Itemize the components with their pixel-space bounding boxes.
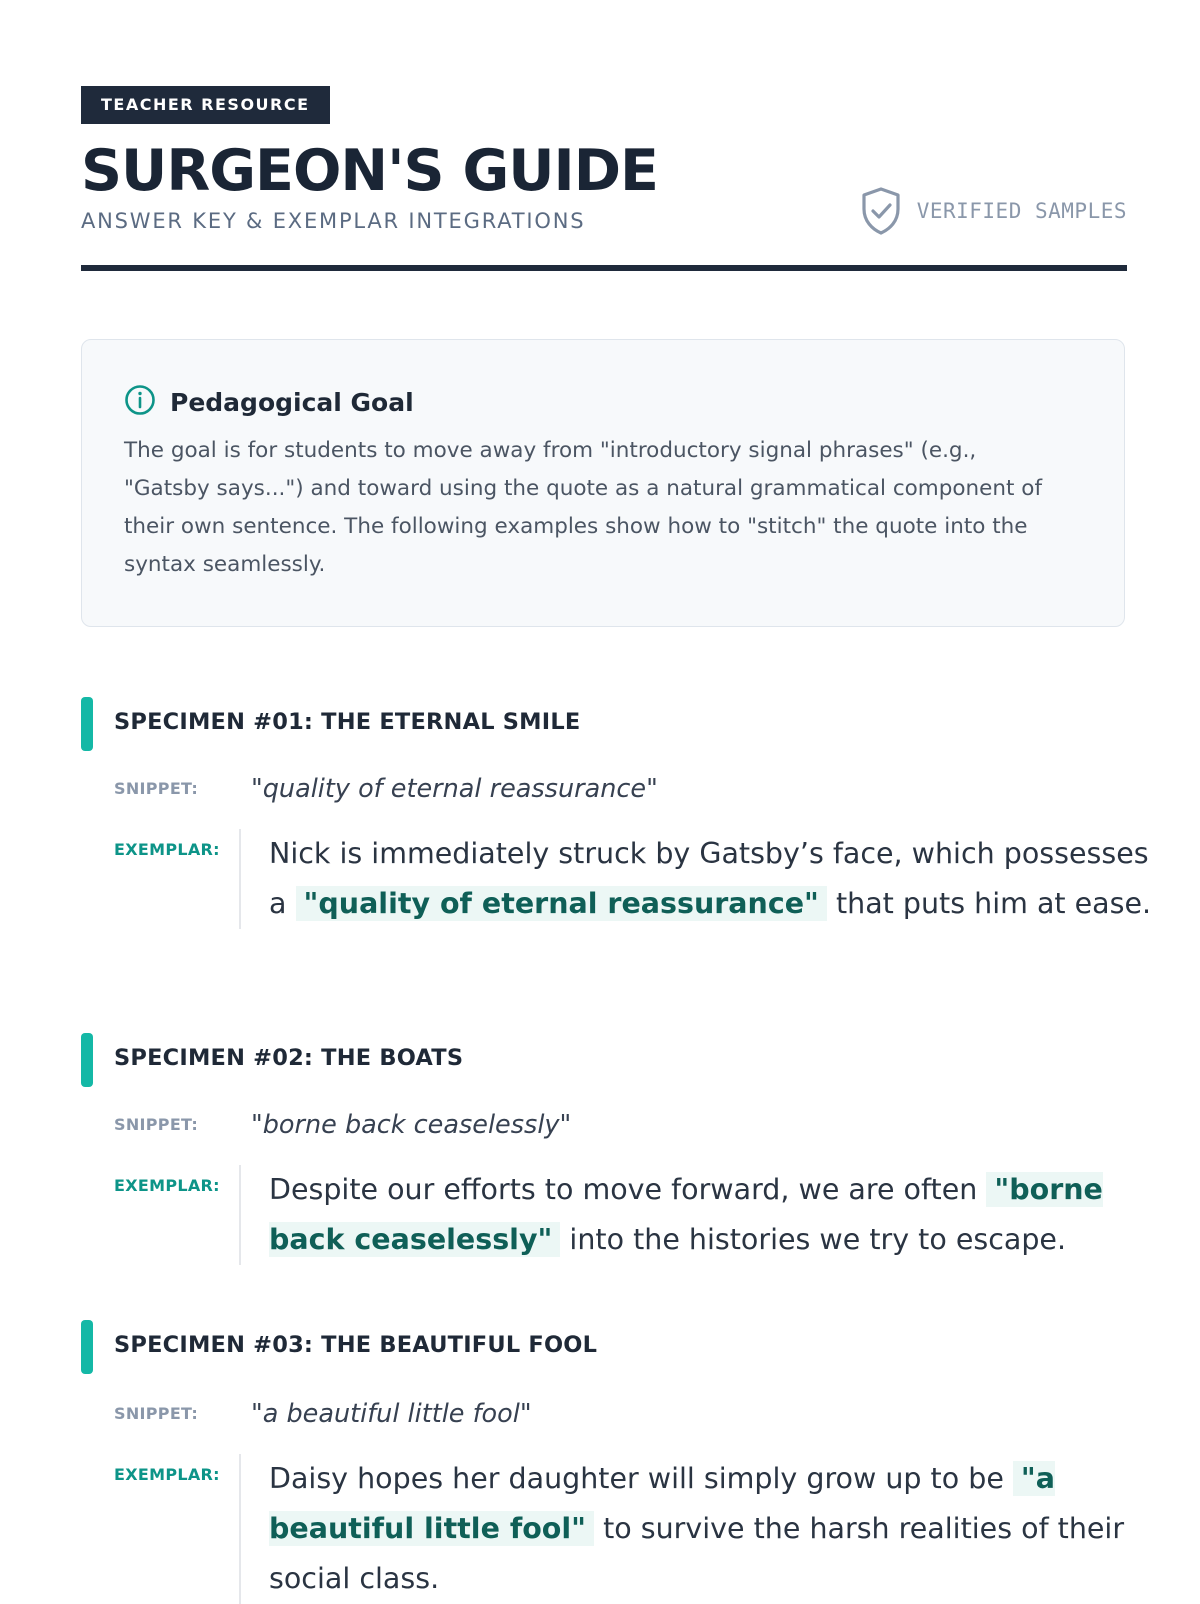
specimen-card	[81, 697, 1152, 977]
integrated-quote: "a beautiful little fool"	[269, 1462, 1056, 1545]
header-divider	[81, 265, 1127, 271]
page-subtitle: ANSWER KEY & EXEMPLAR INTEGRATIONS	[81, 209, 586, 233]
exemplar-lead: Nick is immediately struck by Gatsby’s face, which possesses a	[269, 837, 1149, 920]
specimen-card	[81, 1033, 1127, 1273]
snippet-label: SNIPPET:	[114, 779, 199, 798]
specimen-title: SPECIMEN #03: THE BEAUTIFUL FOOL	[114, 1332, 598, 1358]
exemplar-text	[239, 1165, 1144, 1265]
snippet-text: "quality of eternal reassurance"	[251, 774, 658, 804]
specimen-title: SPECIMEN #02: THE BOATS	[114, 1045, 464, 1071]
snippet-label: SNIPPET:	[114, 1115, 199, 1134]
info-icon	[124, 384, 156, 421]
exemplar-tail: to survive the harsh realities of their social class.	[269, 1512, 1125, 1595]
pedagogical-goal-box	[81, 339, 1125, 627]
goal-title: Pedagogical Goal	[170, 388, 414, 417]
specimen-card	[81, 1320, 1127, 1600]
exemplar-tail: that puts him at ease.	[826, 887, 1152, 920]
goal-heading	[124, 384, 414, 421]
exemplar-lead: Despite our efforts to move forward, we are often	[269, 1173, 987, 1206]
page-title: SURGEON'S GUIDE	[81, 138, 658, 204]
snippet-text: "a beautiful little fool"	[251, 1399, 532, 1429]
exemplar-label: EXEMPLAR:	[114, 1465, 220, 1484]
exemplar-text	[239, 829, 1159, 929]
specimen-title: SPECIMEN #01: THE ETERNAL SMILE	[114, 709, 581, 735]
verified-badge	[859, 186, 1127, 236]
specimen-accent-bar	[81, 1320, 93, 1374]
specimen-accent-bar	[81, 1033, 93, 1087]
integrated-quote: "borne back ceaselessly"	[269, 1173, 1103, 1256]
exemplar-label: EXEMPLAR:	[114, 840, 220, 859]
integrated-quote: "quality of eternal reassurance"	[296, 886, 827, 921]
specimen-accent-bar	[81, 697, 93, 751]
verified-label: VERIFIED SAMPLES	[916, 199, 1127, 223]
goal-text: The goal is for students to move away from "introductory signal phrases" (e.g., "Gatsby says...") and toward using the quote as a natural grammatical component of their own sentence. The following examples show how to "stitch" the quote into the syntax seamlessly.	[124, 438, 1043, 577]
exemplar-tail: into the histories we try to escape.	[560, 1223, 1067, 1256]
exemplar-label: EXEMPLAR:	[114, 1176, 220, 1195]
exemplar-text	[239, 1454, 1144, 1604]
exemplar-lead: Daisy hopes her daughter will simply grow up to be	[269, 1462, 1013, 1495]
resource-badge: TEACHER RESOURCE	[81, 86, 330, 124]
snippet-text: "borne back ceaselessly"	[251, 1110, 572, 1140]
snippet-label: SNIPPET:	[114, 1404, 199, 1423]
shield-check-icon	[859, 186, 903, 236]
page-header	[81, 86, 1127, 233]
